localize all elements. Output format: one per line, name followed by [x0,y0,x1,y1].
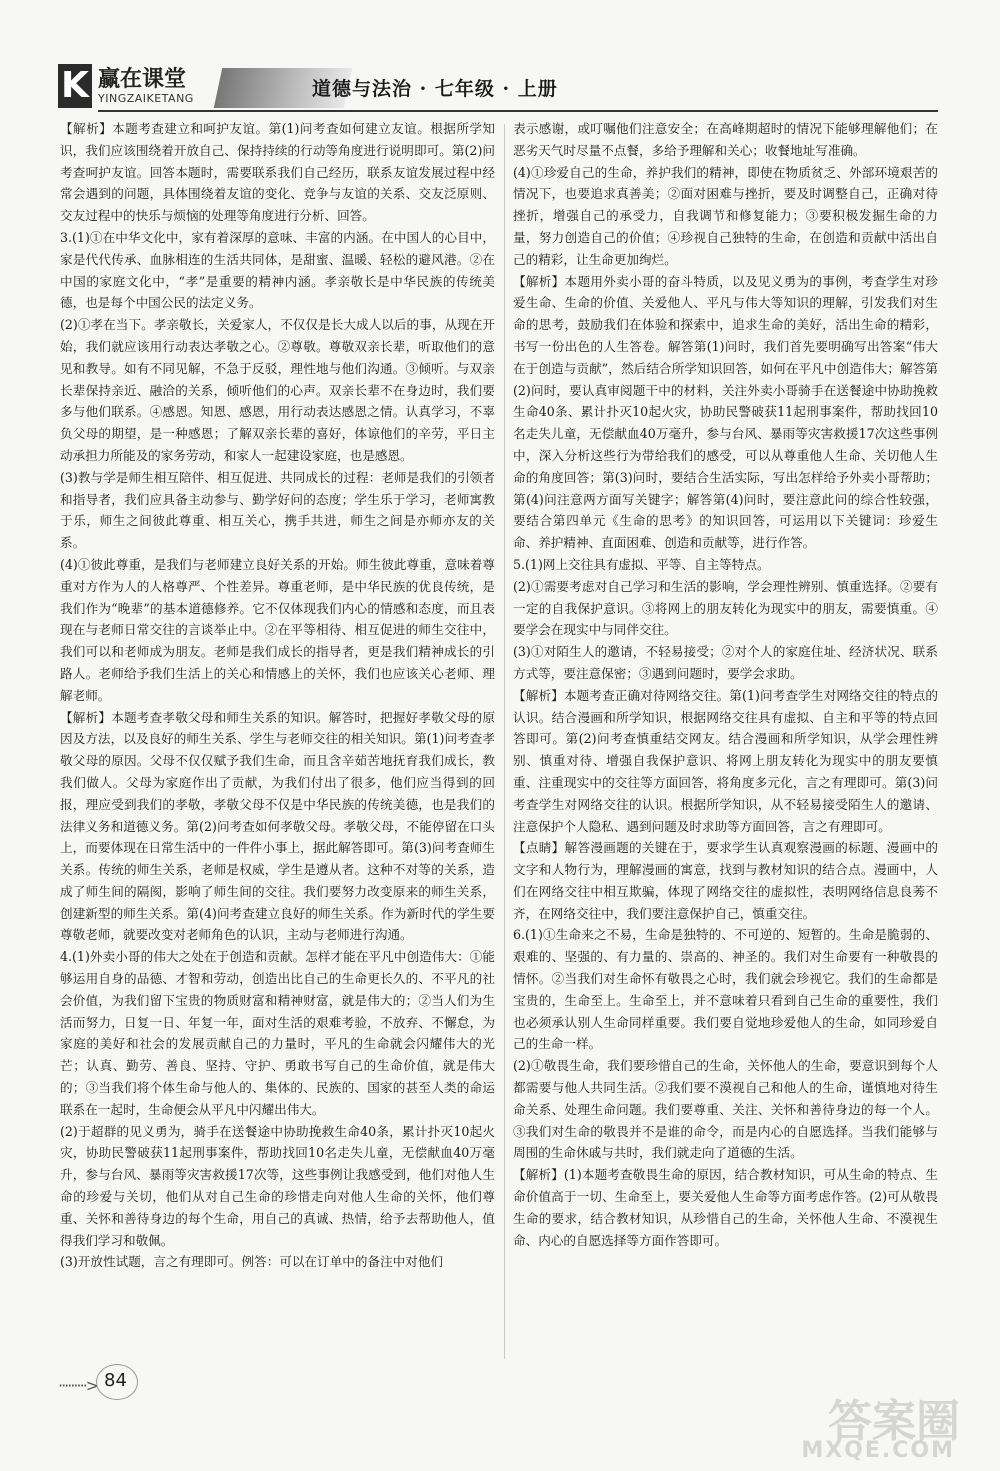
left-column [60,118,495,1273]
right-paragraph-2: (4)①珍爱自己的生命，养护我们的精神，即使在物质贫乏、外部环境艰苦的情况下，也要追求真善美；②面对困难与挫折，要及时调整自己，正确对待挫折，增强自己的承受力，自我调节和修复能力；③要积极发掘生命的力量，努力创造自己的价值；④珍视自己独特的生命，在创造和贡献中活出自己的精彩，让生命更加绚烂。 [513,164,938,267]
logo-subtitle: YINGZAIKETANG [98,92,194,105]
right-paragraph-6: (3)①对陌生人的邀请，不轻易接受；②对个人的家庭住址、经济状况、联系方式等，要注意保密；③遇到问题时，要学会求助。 [513,644,938,681]
logo-title: 赢在课堂 [98,67,187,92]
column-divider [504,124,505,1359]
right-column [513,118,938,1251]
right-paragraph-11: 【解析】(1)本题考查敬畏生命的原因，结合教材知识，可从生命的特点、生命价值高于一切、生命至上，要关爱他人生命等方面考虑作答。(2)可从敬畏生命的要求，结合教材知识，从珍惜自己的生命，关怀他人生命、不漠视生命、内心的自愿选择等方面作答即可。 [513,1167,938,1248]
left-paragraph-1: 【解析】本题考查建立和呵护友谊。第(1)问考查如何建立友谊。根据所学知识，我们应该围绕着开放自己、保持持续的行动等角度进行说明即可。第(2)问考查呵护友谊。回答本题时，需要联系我们自己经历，联系友谊发展过程中经常会遇到的问题，具体围绕着友谊的变化、竞争与友谊的关系、交友泛原则、交友过程中的快乐与烦恼的处理等角度进行分析、回答。 [60,121,495,224]
right-paragraph-7: 【解析】本题考查正确对待网络交往。第(1)问考查学生对网络交往的特点的认识。结合漫画和所学知识，根据网络交往具有虚拟、自主和平等的特点回答即可。第(2)问考查慎重结交网友。结合漫画和所学知识，从学会理性辨别、慎重对待、增强自我保护意识、将网上朋友转化为现实中的朋友要慎重、注重现实中的交往等方面回答，将角度多元化，言之有理即可。第(3)问考查学生对网络交往的认识。根据所学知识，从不轻易接受陌生人的邀请、注意保护个人隐私、遇到问题及时求助等方面回答，言之有理即可。 [513,687,938,834]
left-paragraph-8: (2)于超群的见义勇为，骑手在送餐途中协助挽救生命40条，累计扑灭10起火灾，协助民警破获11起刑事案件，帮助找回10名走失儿童，无偿献血40万毫升，参与台风、暴雨等灾害救援17次等，这些事例让我感受到，他们对他人生命的珍爱与关切，他们从对自己生命的珍惜走向对他人生命的关怀，他们尊重、关怀和善待身边的每个生命，用自己的真诚、热情，给予去帮助他人，值得我们学习和敬佩。 [60,1123,495,1248]
book-title: 道德与法治 · 七年级 · 上册 [312,78,558,100]
left-paragraph-5: (4)①彼此尊重，是我们与老师建立良好关系的开始。师生彼此尊重，意味着尊重对方作为人的人格尊严、个性差异。尊重老师，是中华民族的优良传统，是我们作为“晚辈”的基本道德修养。它不仅体现我们内心的情感和态度，而且表现在与老师日常交往的言谈举止中。②在平等相待、相互促进的师生交往中，我们可以和老师成为朋友。老师是我们成长的指导者，更是我们精神成长的引路人。老师给予我们生活上的关心和情感上的关怀，我们也应该关心老师、理解老师。 [60,556,495,703]
page-number: 84 [104,1370,127,1391]
left-paragraph-7: 4.(1)外卖小哥的伟大之处在于创造和贡献。怎样才能在平凡中创造伟大：①能够运用自身的品德、才智和劳动，创造出比自己的生命更长久的、不平凡的社会价值，为我们留下宝贵的物质财富和精神财富，就是伟大的；②当人们为生活而努力，日复一日、年复一年，面对生活的艰难考验，不放弃、不懈怠，为家庭的美好和社会的发展贡献自己的力量时，平凡的生命就会闪耀伟大的光芒；认真、勤劳、善良、坚持、守护、勇敢书写自己的生命价值，就是伟大的；③当我们将个体生命与他人的、集体的、民族的、国家的甚至人类的命运联系在一起时，生命便会从平凡中闪耀出伟大。 [60,949,495,1117]
left-paragraph-6: 【解析】本题考查孝敬父母和师生关系的知识。解答时，把握好孝敬父母的原因及方法，以及良好的师生关系、学生与老师交往的相关知识。第(1)问考查孝敬父母的原因。父母不仅仅赋予我们生命，而且含辛茹苦地抚育我们成长，教我们做人。父母为家庭作出了贡献，为我们付出了很多，他们应当得到的回报，理应受到我们的孝敬，孝敬父母不仅是中华民族的传统美德，也是我们的法律义务和道德义务。第(2)问考查如何孝敬父母。孝敬父母，不能停留在口头上，而要体现在日常生活中的一件件小事上，据此解答即可。第(3)问考查师生关系。传统的师生关系，老师是权威，学生是遵从者。这种不对等的关系，造成了师生间的隔阂，影响了师生间的交往。我们要努力改变原来的师生关系，创建新型的师生关系。第(4)问考查建立良好的师生关系。作为新时代的学生要尊敬老师，就要改变对老师角色的认识，主动与老师进行沟通。 [60,709,495,943]
right-paragraph-8: 【点睛】解答漫画题的关键在于，要求学生认真观察漫画的标题、漫画中的文字和人物行为，理解漫画的寓意，找到与教材知识的结合点。漫画中，人们在网络交往中相互欺骗，体现了网络交往的虚拟性，表明网络信息良莠不齐，在网络交往中，我们要注意保护自己，慎重交往。 [513,840,938,921]
right-paragraph-4: 5.(1)网上交往具有虚拟、平等、自主等特点。 [513,556,770,572]
left-paragraph-2: 3.(1)①在中华文化中，家有着深厚的意味、丰富的内涵。在中国人的心目中，家是代代传承、血脉相连的生活共同体，是甜蜜、温暖、轻松的避风港。②在中国的家庭文化中，“孝”是重要的精神内涵。孝亲敬长是中华民族的传统美德，也是每个中国公民的法定义务。 [60,229,495,311]
right-paragraph-10: (2)①敬畏生命，我们要珍惜自己的生命，关怀他人的生命，要意识到每个人都需要与他人共同生活。②我们要不漠视自己和他人的生命，谨慎地对待生命关系、处理生命问题。我们要尊重、关注、关怀和善待身边的每一个人。③我们对生命的敬畏并不是谁的命令，而是内心的自愿选择。当我们能够与周围的生命休戚与共时，我们就走向了道德的生活。 [513,1058,938,1161]
watermark-brand: 答案圈 [828,1396,960,1447]
right-paragraph-5: (2)①需要考虑对自己学习和生活的影响，学会理性辨别、慎重选择。②要有一定的自我保护意识。③将网上的朋友转化为现实中的朋友，需要慎重。④要学会在现实中与同伴交往。 [513,578,938,638]
right-paragraph-9: 6.(1)①生命来之不易，生命是独特的、不可逆的、短暂的。生命是脆弱的、艰难的、坚强的、有力量的、崇高的、神圣的。我们对生命要有一种敬畏的情怀。②当我们对生命怀有敬畏之心时，我们就会珍视它。我们的生命都是宝贵的，生命至上。生命至上，并不意味着只看到自己生命的重要性，我们也必须承认别人生命同样重要。我们要自觉地珍爱他人的生命，如同珍爱自己的生命一样。 [513,927,938,1052]
footer-arrow-icon: ·········> [58,1376,98,1395]
logo-k-icon: K [58,64,92,108]
left-paragraph-4: (3)教与学是师生相互陪伴、相互促进、共同成长的过程：老师是我们的引领者和指导者，我们应具备主动参与、勤学好问的态度；学生乐于学习，老师寓教于乐，师生之间彼此尊重、相互关心，携手共进，师生之间是亦师亦友的关系。 [60,469,495,551]
watermark-url: MXQE.COM [801,1438,955,1463]
right-paragraph-1: 表示感谢，或叮嘱他们注意安全；在高峰期超时的情况下能够理解他们；在恶劣天气时尽量不点餐，多给予理解和关心；收餐地址写准确。 [513,121,938,158]
page-header [58,62,938,112]
right-paragraph-3: 【解析】本题用外卖小哥的奋斗特质，以及见义勇为的事例，考查学生对珍爱生命、生命的价值、关爱他人、平凡与伟大等知识的理解，引发我们对生命的思考，鼓励我们在体验和探索中，追求生命的美好，活出生命的精彩，书写一份出色的人生答卷。解答第(1)问时，我们首先要明确写出答案“伟大在于创造与贡献”，然后结合所学知识回答，如何在平凡中创造伟大；解答第(2)问时，要认真审阅题干中的材料，关注外卖小哥骑手在送餐途中协助挽救生命40条、累计扑灭10起火灾，协助民警破获11起刑事案件，帮助找回10名走失儿童，无偿献血40万毫升，参与台风、暴雨等灾害救援17次这些事例中，深入分析这些行为带给我们的感受，可以从尊重他人生命、关切他人生命的角度回答；第(3)问时，要结合生活实际，写出怎样给予外卖小哥帮助；第(4)问注意两方面写关键字；解答第(4)问时，要注意此问的综合性较强，要结合第四单元《生命的思考》的知识回答，可运用以下关键词：珍爱生命、养护精神、直面困难、创造和贡献等，进行作答。 [513,273,938,551]
left-paragraph-3: (2)①孝在当下。孝亲敬长，关爱家人，不仅仅是长大成人以后的事，从现在开始，我们就应该用行动表达孝敬之心。②尊敬。尊敬双亲长辈，听取他们的意见和教导。如有不同见解，不急于反驳，理性地与他们沟通。③倾听。与双亲长辈保持亲近、融洽的关系，倾听他们的心声。双亲长辈不在身边时，我们要多与他们联系。④感恩。知恩、感恩，用行动表达感恩之情。认真学习，不辜负父母的期望，是一种感恩；了解双亲长辈的喜好，体谅他们的辛劳，平日主动承担力所能及的家务劳动，和家人一起建设家庭，也是感恩。 [60,317,495,463]
left-paragraph-9: (3)开放性试题，言之有理即可。例答：可以在订单中的备注中对他们 [60,1254,444,1270]
header-rule [98,110,938,112]
